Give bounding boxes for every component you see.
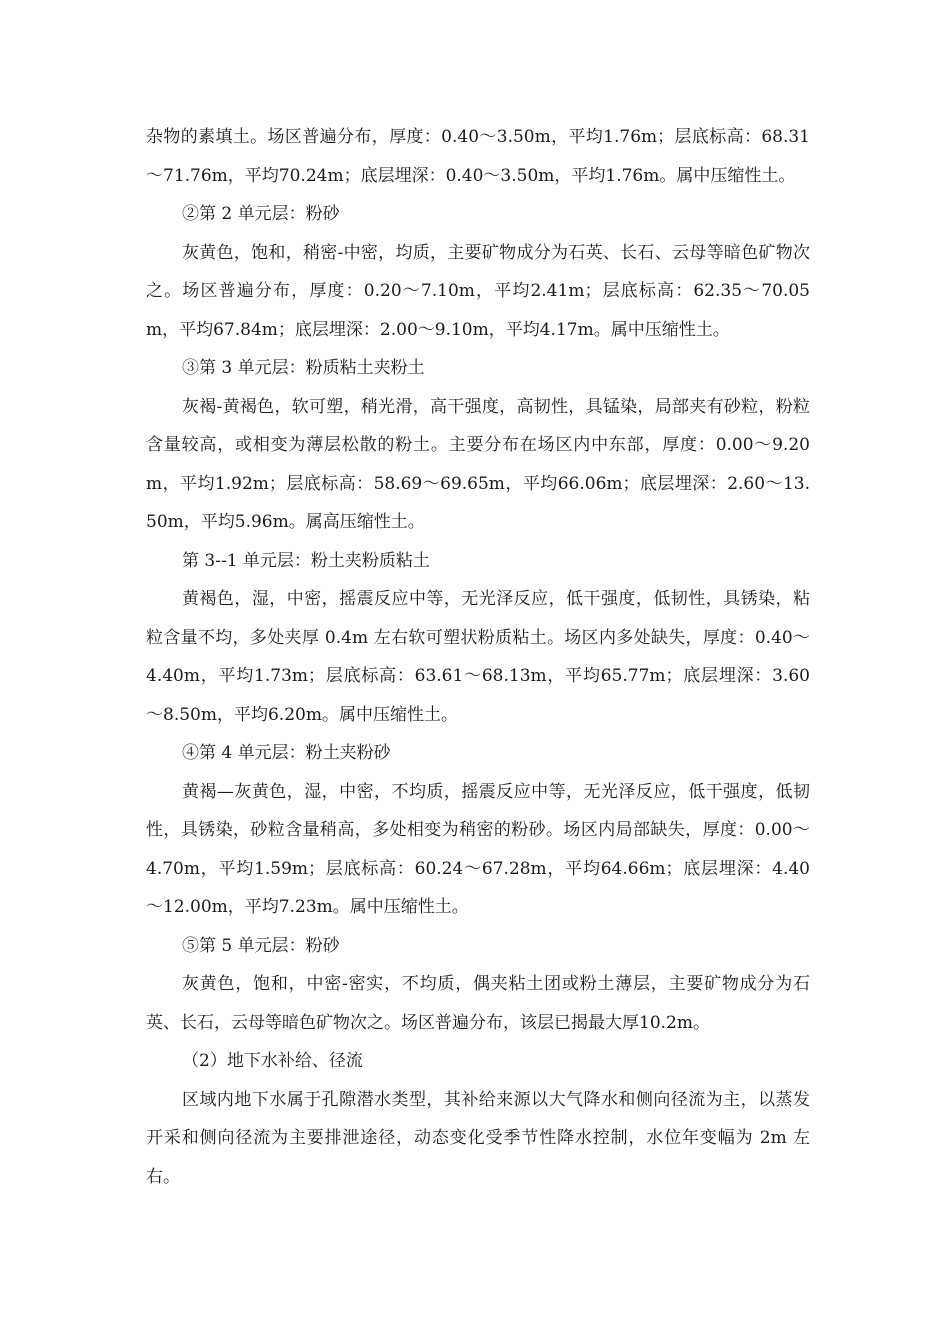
heading-layer-3: ③第 3 单元层：粉质粘土夹粉土 [182, 358, 425, 378]
heading-layer-3-1: 第 3--1 单元层：粉土夹粉质粘土 [182, 550, 430, 571]
heading-layer-2: ②第 2 单元层：粉砂 [182, 204, 340, 224]
heading-groundwater: （2）地下水补给、径流 [182, 1051, 363, 1071]
paragraph-layer-5: 灰黄色，饱和，中密-密实，不均质，偶夹粘土团或粉土薄层，主要矿物成分为石英、长石，云母等暗色矿物次之。场区普遍分布，该层已揭最大厚10.2m。 [146, 974, 810, 1033]
paragraph-fill-soil-continued: 杂物的素填土。场区普遍分布，厚度：0.40～3.50m，平均1.76m；层底标高：68.31～71.76m，平均70.24m；底层埋深：0.40～3.50m，平均1.76m。属中压缩性土。 [146, 127, 810, 186]
document-page [146, 118, 810, 1196]
paragraph-layer-3: 灰褐-黄褐色，软可塑，稍光滑，高干强度，高韧性，具锰染，局部夹有砂粒，粉粒含量较高，或相变为薄层松散的粉土。主要分布在场区内中东部，厚度：0.00～9.20m，平均1.92m；层底标高：58.69～69.65m，平均66.06m；底层埋深：2.60～13.50m，平均5.96m。属高压缩性土。 [146, 396, 810, 532]
heading-layer-4: ④第 4 单元层：粉土夹粉砂 [182, 743, 391, 763]
paragraph-layer-4: 黄褐—灰黄色，湿，中密，不均质，摇震反应中等，无光泽反应，低干强度，低韧性，具锈染，砂粒含量稍高，多处相变为稍密的粉砂。场区内局部缺失，厚度：0.00～4.70m，平均1.59m；层底标高：60.24～67.28m，平均64.66m；底层埋深：4.40～12.00m，平均7.23m。属中压缩性土。 [146, 781, 810, 917]
heading-layer-5: ⑤第 5 单元层：粉砂 [182, 935, 340, 956]
paragraph-layer-2: 灰黄色，饱和，稍密-中密，均质，主要矿物成分为石英、长石、云母等暗色矿物次之。场区普遍分布，厚度：0.20～7.10m，平均2.41m；层底标高：62.35～70.05m，平均67.84m；底层埋深：2.00～9.10m，平均4.17m。属中压缩性土。 [146, 242, 810, 340]
paragraph-groundwater: 区域内地下水属于孔隙潜水类型，其补给来源以大气降水和侧向径流为主，以蒸发开采和侧向径流为主要排泄途径，动态变化受季节性降水控制，水位年变幅为 2m 左右。 [146, 1089, 810, 1187]
paragraph-layer-3-1: 黄褐色，湿，中密，摇震反应中等，无光泽反应，低干强度，低韧性，具锈染，粘粒含量不均，多处夹厚 0.4m 左右软可塑状粉质粘土。场区内多处缺失，厚度：0.40～4.40m，平均1.73m；层底标高：63.61～68.13m，平均65.77m；底层埋深：3.60～8.50m，平均6.20m。属中压缩性土。 [146, 589, 810, 725]
